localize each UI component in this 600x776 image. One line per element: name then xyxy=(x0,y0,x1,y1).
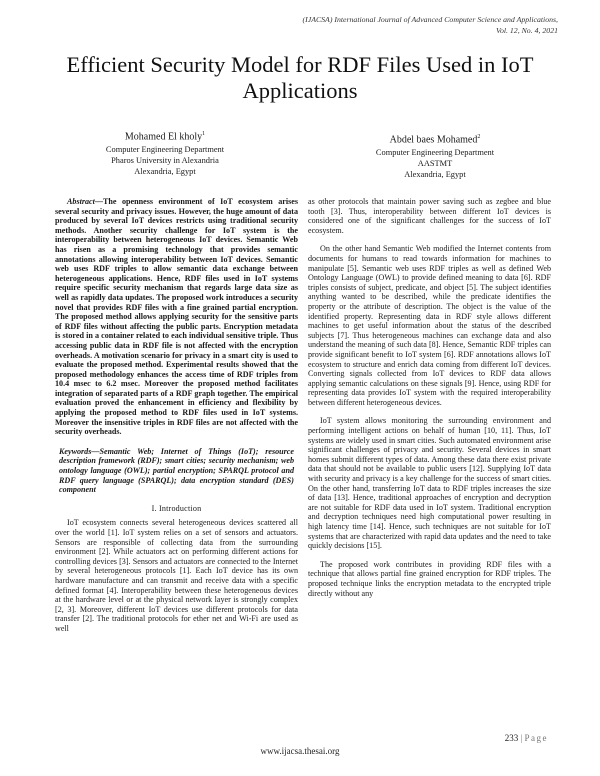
page-word: Page xyxy=(524,733,548,743)
author-location: Alexandria, Egypt xyxy=(134,166,196,176)
page-number-value: 233 xyxy=(504,733,519,743)
footer-url: www.ijacsa.thesai.org xyxy=(260,746,340,756)
keywords: Keywords—Semantic Web; Internet of Things (IoT); resource description framework (RDF); smart cities; security mechanism; web ontology language (OWL); partial encryption; SPARQL protocol and RDF query language (SPARQL); data encryption standard (DES) component xyxy=(59,446,294,495)
author-location: Alexandria, Egypt xyxy=(404,169,466,179)
author-name: Mohamed El kholy$^1$ xyxy=(124,131,206,143)
paper-title: Efficient Security Model for RDF Files Used in IoT Applications xyxy=(66,52,534,103)
author-organization: AASTMT xyxy=(417,158,453,168)
section-heading: I. Introduction xyxy=(151,503,202,513)
page-separator: | xyxy=(520,733,523,743)
journal-header xyxy=(198,15,558,36)
body-paragraph: IoT ecosystem connects several heterogeneous devices scattered all over the world [1]. IoT system relies on a set of sensors and actuators. Sensors are responsible of collecting data from the surrounding environment [2]. While actuators act on performing different actions for controlling devices [3]. Sensors and actuators are connected to the Internet by several heterogeneous protocols [1]. Each IoT device has its own hardware manufacture and can transmit and receive data with a specific defined format [4]. Interoperability between these heterogeneous devices at the hardware level or at the physical network layer is strongly complex [2, 3]. Moreover, different IoT devices use different protocols for data transfer [2]. The traditional protocols for ether net and Wi-Fi are used as well xyxy=(55,518,298,633)
right-column xyxy=(308,197,551,598)
author-organization: Pharos University in Alexandria xyxy=(111,155,219,165)
abstract-body: —The openness environment of IoT ecosystem arises several security and privacy issues. However, the huge amount of data produced by several IoT devices restricts using traditional security methods. Another security challenge for IoT system is the interoperability between heterogeneous IoT devices. Semantic Web has risen as a promising technology that provides semantic annotations allowing interoperability between IoT devices. Semantic web uses RDF triples to allow semantic data exchange between heterogeneous applications. Hence, RDF files used in IoT systems require specific security mechanism that regards large data size as well as rapidly data updates. The proposed work introduces a security novel that provides RDF files with a fine grained partial encryption. The proposed method allows applying security for the sensitive parts of RDF files without affecting the public parts. Encryption metadata is stored in a container related to each individual sensitive triple. Thus accessing public data in RDF file is not affected with the encryption overheads. A motivation scenario for privacy in a smart city is used to evaluate the proposed method. Experimental results showed that the proposed methodology enhances the access time of RDF triples from 10.4 msec to 6.2 msec. Moreover the proposed method facilitates integration of separated parts of a RDF graph together. The empirical evaluation proved the enhancement in efficiency and flexibility by applying the proposed method to RDF files used in IoT systems. Moreover the insensitive triples in RDF files are not affected with the security overheads. xyxy=(55,197,298,437)
body-paragraph: The proposed work contributes in providing RDF files with a technique that allows partial fine grained encryption for RDF triples. The proposed technique links the encryption metadata to the encrypted triple directly without any xyxy=(308,559,551,598)
author-block-2 xyxy=(330,131,540,180)
journal-volume: Vol. 12, No. 4, 2021 xyxy=(496,25,558,35)
body-paragraph: IoT system allows monitoring the surrounding environment and performing intelligent actions on behalf of human [10, 11]. Thus, IoT systems are widely used in smart cities. Such automated environment arise significant challenges of privacy and security. Several devices in smart homes submit different types of data. Among these data there exist private data that should not be available to public users [12]. Supplying IoT data with security and privacy is a key challenge for the success of smart cities. On the other hand, transferring IoT data to RDF triples increases the size of data [13]. Hence, traditional approaches of encryption and decryption are not suitable for RDF data used in IoT system. Traditional encryption and decryption techniques need high computational power resulting in high latency time [14]. Hence, such techniques are not suitable for IoT systems that are characterized with rapid data updates and the need to take quickly decisions [15]. xyxy=(308,416,551,551)
page-number xyxy=(505,733,548,743)
body-paragraph: On the other hand Semantic Web modified the Internet contents from documents for humans to read towards information for machines to manipulate [5]. Semantic web uses RDF triples as well as defined Web Ontology Language (OWL) to provide defined meaning to data [6]. RDF triples consists of subject, predicate, and object [5]. The subject identifies anything wanted to be described, while the predicate identifies the property or the attribute of description. The object is the value of the identified property. Representing data in RDF style allows different machines to get useful information about the status of the described subjects [7]. Thus heterogeneous machines can exchange data and also understand the meaning of such data [8]. Hence, Semantic RDF triples can provide significant benefit to IoT system [6]. RDF annotations allows IoT ecosystem to structure and enrich data coming from different IoT devices. Converting signals collected from IoT devices to RDF data allows applying semantic calculations on these signals [9]. Hence, using RDF for representing data provides IoT system with the required interoperability between different heterogeneous devices. xyxy=(308,244,551,407)
abstract xyxy=(55,197,298,437)
author-block-1 xyxy=(60,128,270,177)
author-department: Computer Engineering Department xyxy=(105,145,225,155)
abstract-label: Abstract xyxy=(67,197,95,206)
journal-name: (IJACSA) International Journal of Advanced Computer Science and Applications, xyxy=(302,15,558,24)
author-name: Abdel baes Mohamed$^2$ xyxy=(389,134,481,146)
body-paragraph: as other protocols that maintain power saving such as zegbee and blue tooth [3]. Thus, interoperability between different IoT devices is considered one of the significant challenges for the success of IoT ecosystem. xyxy=(308,197,551,235)
author-department: Computer Engineering Department xyxy=(375,148,495,158)
left-column xyxy=(55,197,298,634)
